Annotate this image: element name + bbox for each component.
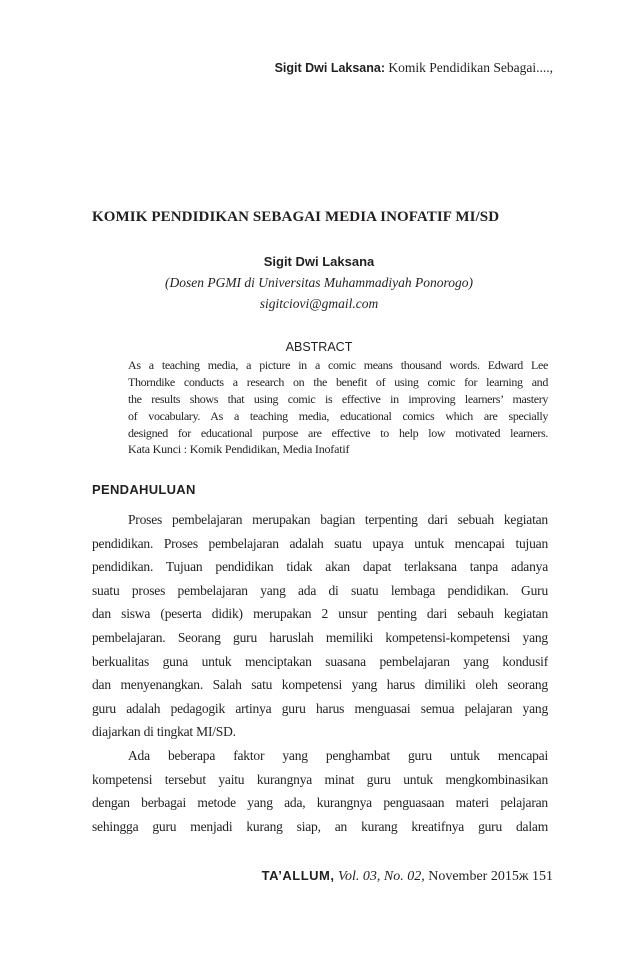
footer-date-page: November 2015ж 151 <box>424 869 553 884</box>
body-line: suatu proses pembelajaran yang ada di suatu lembaga pendidikan. Guru <box>92 582 548 598</box>
body-line: berkualitas guna untuk menciptakan suasana pembelajaran yang kondusif <box>92 653 548 669</box>
body-line: diajarkan di tingkat MI/SD. <box>92 724 236 740</box>
author-affiliation: (Dosen PGMI di Universitas Muhammadiyah Ponorogo) <box>164 275 474 290</box>
abstract-heading: ABSTRACT <box>285 340 353 354</box>
body-line: pembelajaran. Seorang guru haruslah memiliki kompetensi-kompetensi yang <box>92 629 548 645</box>
abstract-body <box>128 357 548 442</box>
body-line: dan siswa (peserta didik) merupakan 2 unsur penting dari sebauh kegiatan <box>92 606 548 622</box>
author-email: sigitciovi@gmail.com <box>259 296 379 311</box>
abstract-line: Thorndike conducts a research on the benefit of using comic for learning and <box>128 375 548 390</box>
body-line: Proses pembelajaran merupakan bagian terpenting dari sebuah kegiatan <box>128 512 548 527</box>
section-heading: PENDAHULUAN <box>92 482 196 497</box>
paper-title: KOMIK PENDIDIKAN SEBAGAI MEDIA INOFATIF MI/SD <box>92 209 500 225</box>
section-body <box>92 508 548 838</box>
author-name: Sigit Dwi Laksana <box>263 254 375 269</box>
body-line: pendidikan. Tujuan pendidikan tidak akan dapat terlaksana tanpa adanya <box>92 559 548 575</box>
running-header <box>0 60 553 76</box>
body-line: sehingga guru menjadi kurang siap, an kurang kreatifnya guru dalam <box>92 818 548 834</box>
body-line: dan menyenangkan. Salah satu kompetensi yang harus dimiliki oleh seorang <box>92 677 548 693</box>
abstract-line: of vocabulary. As a teaching media, educational comics which are specially <box>128 409 548 424</box>
header-author: Sigit Dwi Laksana: <box>274 61 386 75</box>
abstract-line: the results shows that using comic is effective in improving learners’ mastery <box>128 392 548 407</box>
abstract-line: designed for educational purpose are effective to help low motivated learners. <box>128 426 548 441</box>
footer-volume: Vol. 03, No. 02, <box>334 869 425 884</box>
page-footer <box>0 868 553 885</box>
body-line: Ada beberapa faktor yang penghambat guru untuk mencapai <box>128 747 548 763</box>
body-line: pendidikan. Proses pembelajaran adalah suatu upaya untuk mencapai tujuan <box>92 535 548 551</box>
body-line: kompetensi tersebut yaitu kurangnya minat guru untuk mengkombinasikan <box>92 771 548 787</box>
body-line: guru adalah pedagogik artinya guru harus menguasai semua pelajaran yang <box>92 700 548 716</box>
header-running-title: Komik Pendidikan Sebagai...., <box>385 60 553 75</box>
keywords: Kata Kunci : Komik Pendidikan, Media Inofatif <box>128 442 350 456</box>
body-line: dengan berbagai metode yang ada, kurangnya penguasaan materi pelajaran <box>92 795 548 811</box>
abstract-line: As a teaching media, a picture in a comic means thousand words. Edward Lee <box>128 358 548 372</box>
footer-journal: TA’ALLUM, <box>261 868 335 883</box>
